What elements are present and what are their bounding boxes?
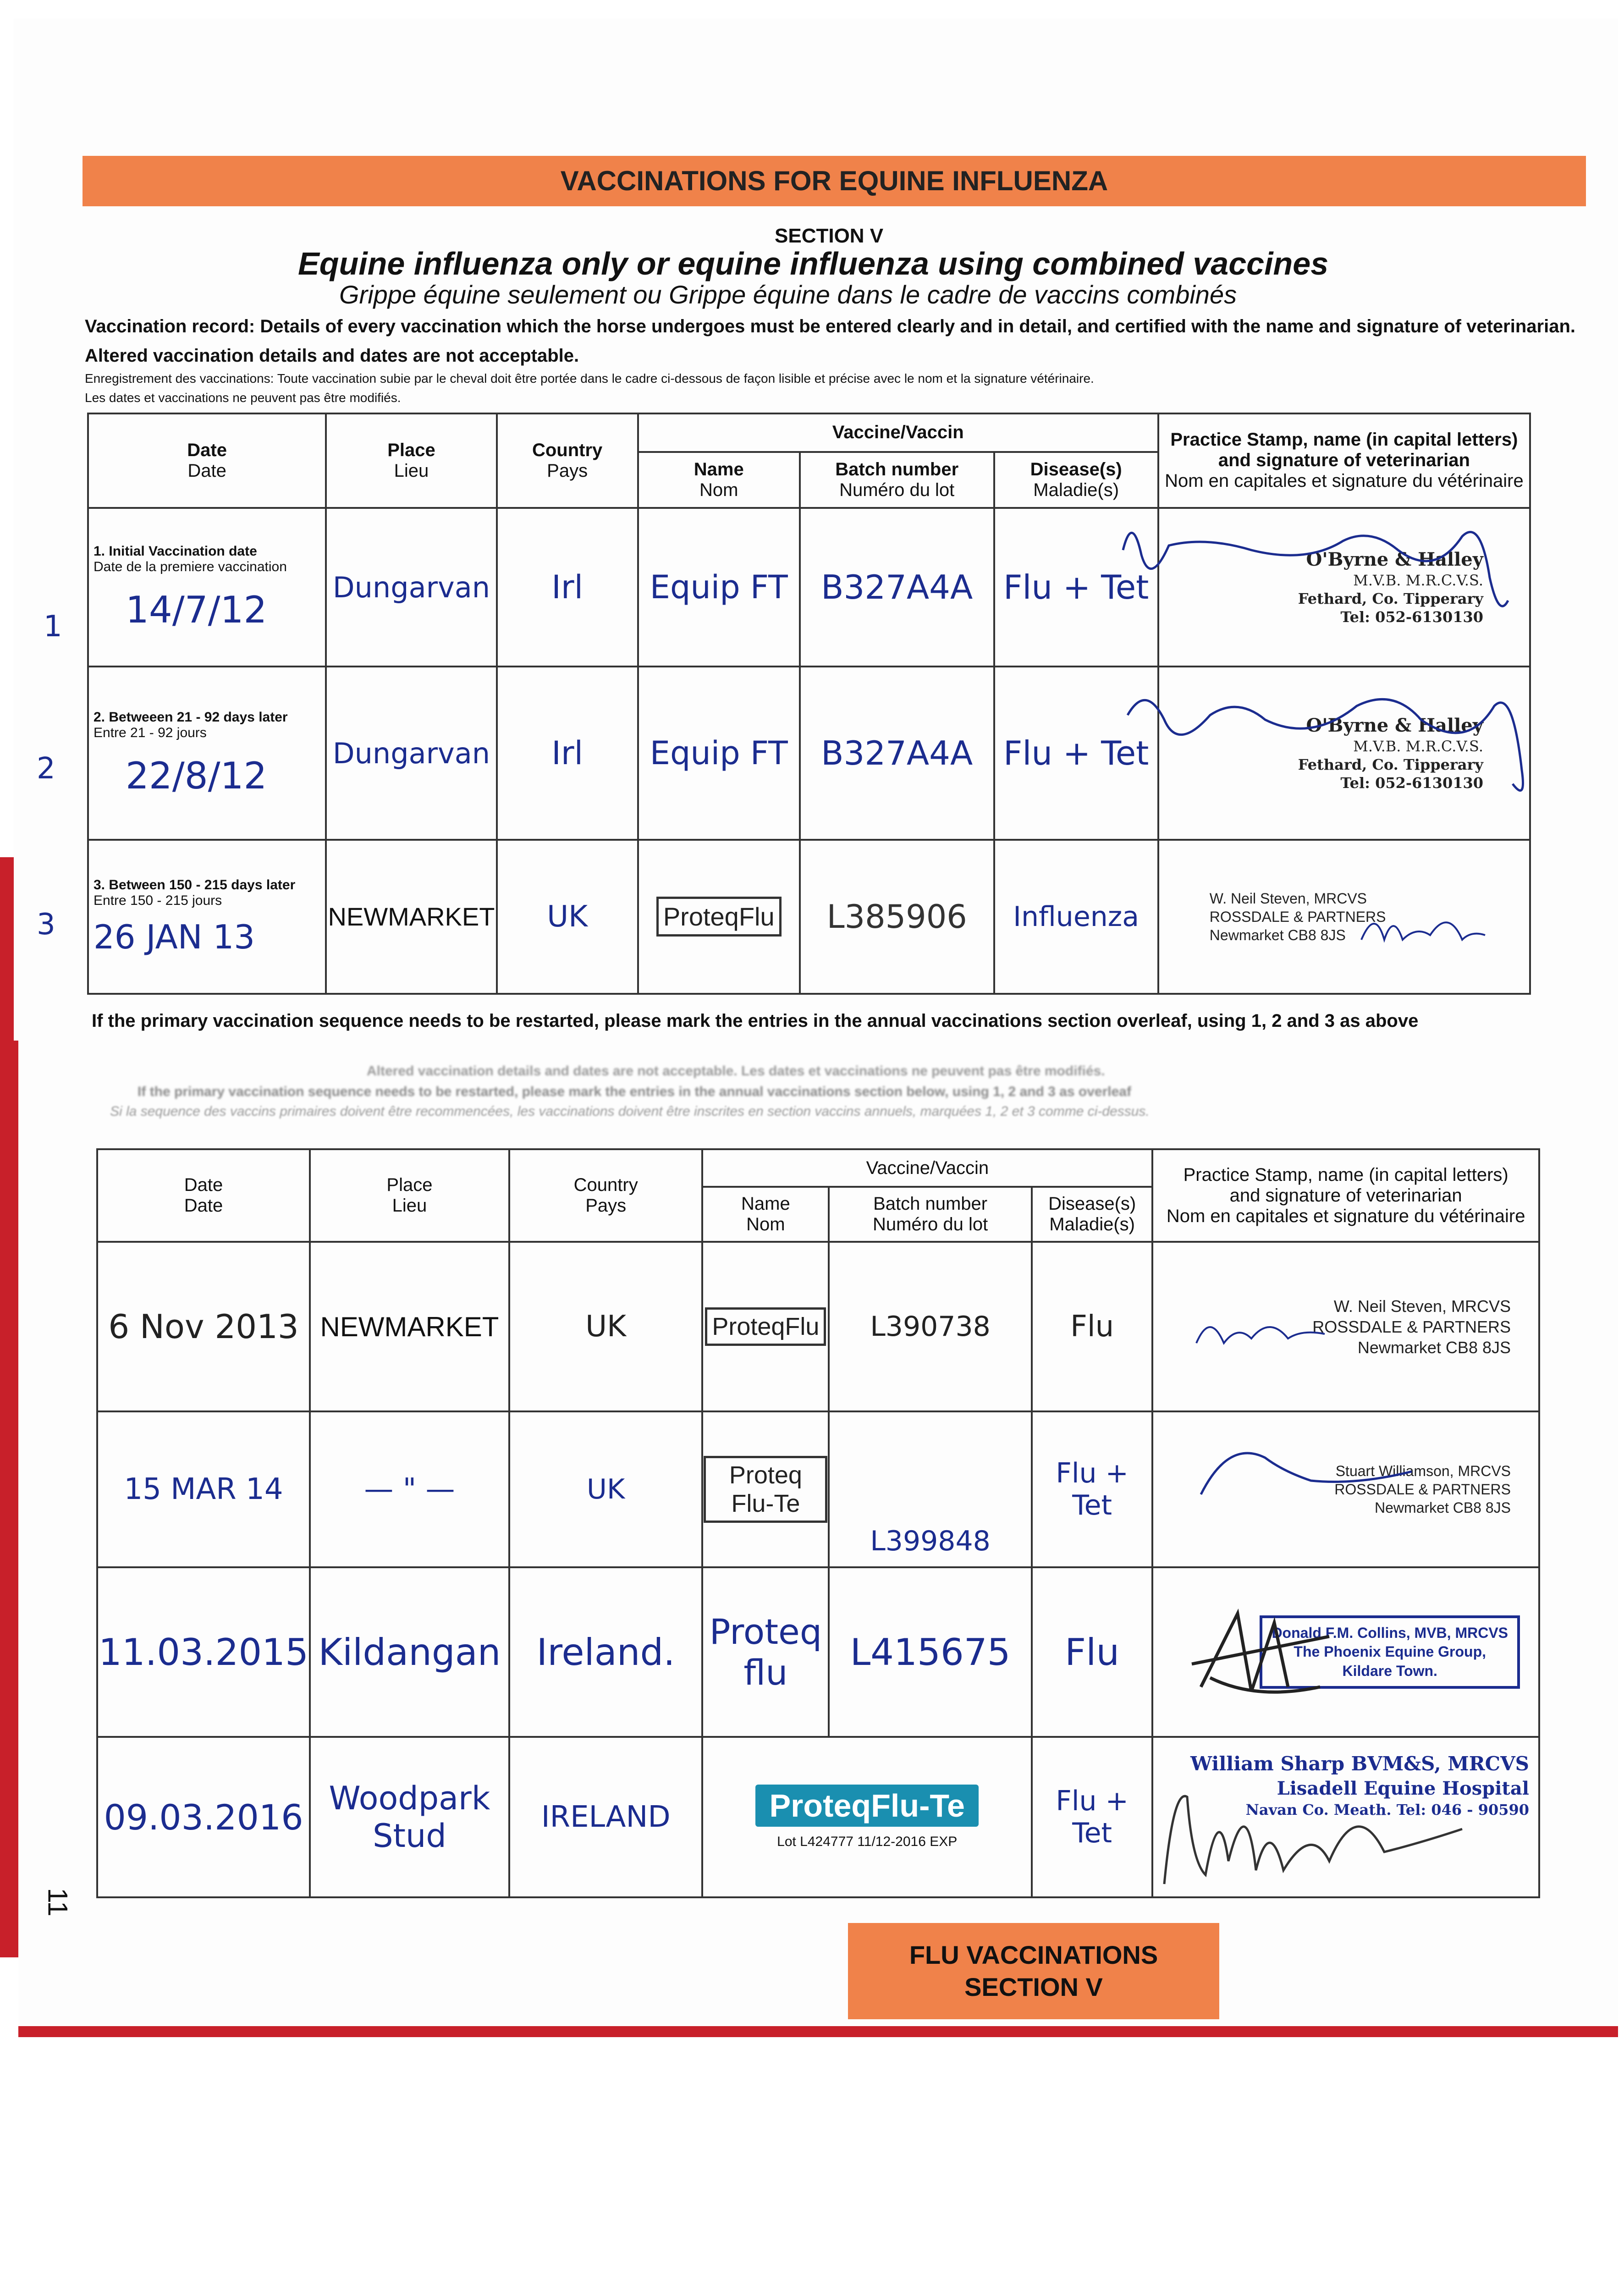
col-disease: Disease(s) Maladie(s)	[1032, 1187, 1152, 1242]
stamp-cell: O'Byrne & Halley M.V.B. M.R.C.V.S. Fethard, Co. Tipperary Tel: 052-6130130	[1158, 508, 1530, 667]
page-number: 11	[42, 1888, 73, 1917]
disease-cell: Influenza	[994, 840, 1158, 994]
faded-line: Si la sequence des vaccins primaires doivent être recommencées, les vaccinations doivent être inscrites en section vaccins annuels, marquées 1, 2 et 3 comme ci-dessus.	[110, 1104, 1150, 1119]
col-vaccine: Vaccine/Vaccin	[702, 1149, 1152, 1187]
col-batch: Batch number Numéro du lot	[800, 452, 994, 508]
record-en: Vaccination record: Details of every vaccination which the horse undergoes must be entered clearly and in detail, and certified with the name and signature of veterinarian. Altered vaccination details and dates are not acceptable.	[85, 316, 1575, 366]
name-cell	[702, 1411, 829, 1567]
place-cell: — " —	[310, 1411, 509, 1567]
date-cell: 11.03.2015	[97, 1567, 310, 1737]
stamp-cell: W. Neil Steven, MRCVS ROSSDALE & PARTNERS Newmarket CB8 8JS	[1158, 840, 1530, 994]
col-name: Name Nom	[702, 1187, 829, 1242]
name-cell	[702, 1242, 829, 1411]
signature	[1114, 509, 1517, 628]
country-cell: UK	[497, 840, 638, 994]
table-row	[88, 840, 1530, 994]
col-date: Date Date	[88, 413, 326, 508]
place-cell: NEWMARKET	[326, 840, 496, 994]
batch-cell: L399848	[829, 1411, 1032, 1567]
place-cell: Kildangan	[310, 1567, 509, 1737]
batch-cell: B327A4A	[800, 667, 994, 839]
col-stamp: Practice Stamp, name (in capital letters) and signature of veterinarian Nom en capitales et signature du vétérinaire	[1158, 413, 1530, 508]
date-cell: 3. Between 150 - 215 days later Entre 150 - 215 jours 26 JAN 13	[88, 840, 326, 994]
place-cell: NEWMARKET	[310, 1242, 509, 1411]
name-cell: Proteq flu	[702, 1567, 829, 1737]
stamp-cell: W. Neil Steven, MRCVS ROSSDALE & PARTNERS Newmarket CB8 8JS	[1152, 1242, 1539, 1411]
date-cell: 6 Nov 2013	[97, 1242, 310, 1411]
product-stamp: ProteqFlu	[656, 897, 782, 937]
place-cell: Dungarvan	[326, 508, 496, 667]
margin-number: 2	[37, 752, 55, 786]
signature	[1357, 898, 1490, 953]
country-cell: Irl	[497, 667, 638, 839]
faded-line: If the primary vaccination sequence needs to be restarted, please mark the entries in the annual vaccinations section below, using 1, 2 and 3 as overleaf	[138, 1084, 1131, 1099]
date-cell: 1. Initial Vaccination date Date de la premiere vaccination 14/7/12	[88, 508, 326, 667]
signature	[1192, 1302, 1329, 1357]
title-fr: Grippe équine seulement ou Grippe équine dans le cadre de vaccins combinés	[339, 280, 1237, 309]
product-label: ProteqFlu-Te	[755, 1785, 978, 1827]
title-en: Equine influenza only or equine influenza using combined vaccines	[298, 246, 1329, 281]
country-cell: Irl	[497, 508, 638, 667]
margin-number: 3	[37, 908, 55, 942]
disease-cell: Flu + Tet	[994, 508, 1158, 667]
disease-cell: Flu	[1032, 1567, 1152, 1737]
col-disease: Disease(s) Maladie(s)	[994, 452, 1158, 508]
product-stamp: ProteqFlu	[705, 1307, 826, 1346]
disease-cell: Flu + Tet	[1032, 1411, 1152, 1567]
section-tab-line: FLU VACCINATIONS	[909, 1940, 1158, 1969]
stamp-cell: William Sharp BVM&S, MRCVS Lisadell Equine Hospital Navan Co. Meath. Tel: 046 - 90590	[1152, 1737, 1539, 1897]
disease-cell: Flu + Tet	[1032, 1737, 1152, 1897]
clinic-stamp: Donald F.M. Collins, MVB, MRCVS The Phoenix Equine Group, Kildare Town.	[1260, 1615, 1520, 1689]
country-cell: UK	[509, 1242, 703, 1411]
section-tab-line: SECTION V	[964, 1972, 1103, 2001]
country-cell: Ireland.	[509, 1567, 703, 1737]
stamp-cell: O'Byrne & Halley M.V.B. M.R.C.V.S. Fethard, Co. Tipperary Tel: 052-6130130	[1158, 667, 1530, 839]
signature	[1192, 1430, 1421, 1504]
name-cell: Equip FT	[638, 508, 800, 667]
product-stamp: Proteq Flu-Te	[704, 1456, 827, 1523]
signature	[1183, 1595, 1338, 1710]
signature	[1118, 678, 1531, 807]
record-fr-1: Enregistrement des vaccinations: Toute vaccination subie par le cheval doit être portée dans le cadre ci-dessous de façon lisible et précise avec le nom et la signature vétérinaire.	[85, 371, 1094, 386]
section-label: SECTION V	[775, 225, 884, 247]
section-tab	[848, 1923, 1219, 2019]
batch-cell: B327A4A	[800, 508, 994, 667]
col-place: Place Lieu	[310, 1149, 509, 1242]
record-fr-2: Les dates et vaccinations ne peuvent pas être modifiés.	[85, 391, 401, 405]
disease-cell: Flu	[1032, 1242, 1152, 1411]
col-name: Name Nom	[638, 452, 800, 508]
date-cell: 2. Betweeen 21 - 92 days later Entre 21 - 92 jours 22/8/12	[88, 667, 326, 839]
restart-note: If the primary vaccination sequence needs to be restarted, please mark the entries in the annual vaccinations section overleaf, using 1, 2 and 3 as above	[92, 1011, 1419, 1031]
signature	[1146, 1769, 1476, 1898]
col-country: Country Pays	[509, 1149, 703, 1242]
place-cell: Woodpark Stud	[310, 1737, 509, 1897]
date-cell: 09.03.2016	[97, 1737, 310, 1897]
col-date: Date Date	[97, 1149, 310, 1242]
stamp-cell: Stuart Williamson, MRCVS ROSSDALE & PARTNERS Newmarket CB8 8JS	[1152, 1411, 1539, 1567]
batch-cell: L385906	[800, 840, 994, 994]
banner: VACCINATIONS FOR EQUINE INFLUENZA	[83, 156, 1586, 206]
col-country: Country Pays	[497, 413, 638, 508]
batch-cell: L390738	[829, 1242, 1032, 1411]
country-cell: UK	[509, 1411, 703, 1567]
disease-cell: Flu + Tet	[994, 667, 1158, 839]
col-vaccine: Vaccine/Vaccin	[638, 413, 1158, 452]
name-cell	[702, 1737, 1031, 1897]
name-cell	[638, 840, 800, 994]
place-cell: Dungarvan	[326, 667, 496, 839]
col-place: Place Lieu	[326, 413, 496, 508]
country-cell: IRELAND	[509, 1737, 703, 1897]
date-cell: 15 MAR 14	[97, 1411, 310, 1567]
margin-number: 1	[44, 610, 62, 644]
col-stamp: Practice Stamp, name (in capital letters) and signature of veterinarian Nom en capitales et signature du vétérinaire	[1152, 1149, 1539, 1242]
lot-info: Lot L424777 11/12-2016 EXP	[777, 1834, 958, 1849]
faded-line: Altered vaccination details and dates are not acceptable. Les dates et vaccinations ne peuvent pas être modifiés.	[367, 1063, 1105, 1079]
name-cell: Equip FT	[638, 667, 800, 839]
col-batch: Batch number Numéro du lot	[829, 1187, 1032, 1242]
batch-cell: L415675	[829, 1567, 1032, 1737]
